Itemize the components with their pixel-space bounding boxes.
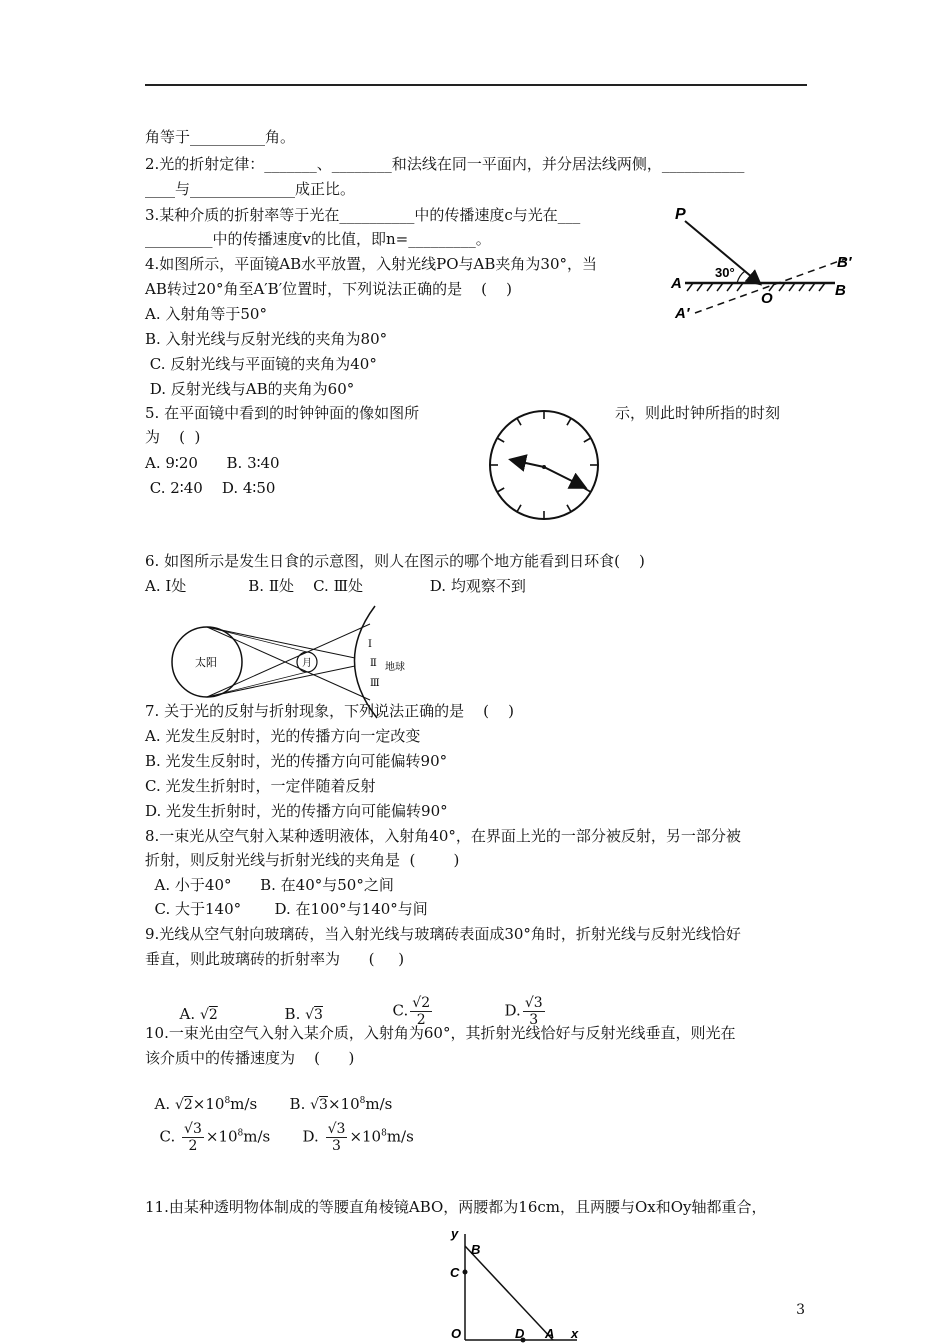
mirror-figure	[665, 205, 855, 325]
clock-figure	[484, 405, 604, 525]
q7-option-b: B. 光发生反射时，光的传播方向可能偏转90°	[145, 752, 448, 770]
q9-option-c: C. $\frac{√2}{2}$	[392, 995, 431, 1028]
clock-tick	[497, 438, 504, 442]
q7-line1: 7. 关于光的反射与折射现象，下列说法正确的是 ( )	[145, 702, 514, 720]
q8-line1: 8.一束光从空气射入某种透明液体，入射角40°，在界面上光的一部分被反射，另一部分被	[145, 827, 741, 845]
q5-line2: 为 ( )	[145, 428, 201, 446]
clock-tick	[584, 438, 591, 442]
q6-line1: 6. 如图所示是发生日食的示意图，则人在图示的哪个地方能看到日环食( )	[145, 552, 645, 570]
q10-option-a: A. $√2\times 10^8m/s$	[154, 1095, 258, 1113]
moon-label: 月	[302, 658, 312, 669]
q8-options-cd: C. 大于140° D. 在100°与140°与间	[145, 900, 428, 918]
q10-option-c: C. $\frac{√3}{2}$ $\times 10^8m/s$	[159, 1121, 271, 1154]
q9-line1: 9.光线从空气射向玻璃砖，当入射光线与玻璃砖表面成30°角时，折射光线与反射光线恰好	[145, 925, 741, 943]
q5-options-cd: C. 2∶40 D. 4∶50	[145, 479, 276, 497]
q8-line2: 折射，则反射光线与折射光线的夹角是 ( )	[145, 851, 460, 869]
q10-option-d: D. $\frac{√3}{3}$ $\times 10^8m/s$	[302, 1121, 414, 1154]
point-d-label: D	[515, 1326, 525, 1341]
q10-line2: 该介质中的传播速度为 ( )	[145, 1049, 355, 1067]
prism-figure	[445, 1228, 585, 1344]
q2-line2: ____与______________成正比。	[145, 180, 356, 198]
q11-line1: 11.由某种透明物体制成的等腰直角棱镜ABO，两腰都为16cm，且两腰与Ox和Oy轴都重合，	[145, 1198, 767, 1216]
q10-option-b: B. $√3\times 10^8m/s$	[289, 1095, 393, 1113]
clock-tick	[584, 488, 591, 492]
point-a-label: A	[545, 1326, 555, 1341]
earth-label: 地球	[385, 662, 405, 673]
clock-tick	[567, 505, 571, 512]
q7-option-a: A. 光发生反射时，光的传播方向一定改变	[145, 727, 421, 745]
q7-option-d: D. 光发生折射时，光的传播方向可能偏转90°	[145, 802, 448, 820]
point-b-label: B	[471, 1242, 481, 1257]
q5-line1b: 示，则此时钟所指的时刻	[615, 404, 781, 422]
q5-line1a: 5. 在平面镜中看到的时钟钟面的像如图所	[145, 404, 420, 422]
q6-options: A. Ⅰ处 B. Ⅱ处 C. Ⅲ处 D. 均观察不到	[145, 577, 526, 595]
origin-label: O	[451, 1326, 462, 1341]
q9-option-b: B. √3	[284, 1005, 323, 1023]
clock-tick	[517, 505, 521, 512]
region-iii-label: Ⅲ	[370, 678, 380, 689]
fig-label-o: O	[761, 290, 773, 307]
q10-line1: 10.一束光由空气入射入某介质，入射角为60°，其折射光线恰好与反射光线垂直，则光在	[145, 1024, 736, 1042]
fig-label-a-prime: A′	[675, 305, 690, 322]
q9-option-d: D. $\frac{√3}{3}$	[504, 995, 543, 1028]
q1-tail: 角等于__________角。	[145, 128, 296, 146]
eclipse-figure	[165, 600, 435, 720]
axis-x-label: x	[571, 1326, 579, 1341]
header-rule	[145, 84, 807, 86]
q9-option-a: A. √2	[179, 1005, 218, 1023]
page-number: 3	[796, 1302, 805, 1318]
q4-line2: AB转过20°角至A′B′位置时，下列说法正确的是 ( )	[145, 280, 512, 298]
q7-option-c: C. 光发生折射时，一定伴随着反射	[145, 777, 376, 795]
q4-line1: 4.如图所示，平面镜AB水平放置，入射光线PO与AB夹角为30°，当	[145, 255, 598, 273]
fig-label-b: B	[835, 282, 846, 299]
q9-line2: 垂直，则此玻璃砖的折射率为 ( )	[145, 950, 405, 968]
fig-label-a: A	[671, 275, 682, 292]
q5-options-ab: A. 9∶20 B. 3∶40	[145, 454, 280, 472]
q4-option-a: A. 入射角等于50°	[145, 305, 267, 323]
q4-option-c: C. 反射光线与平面镜的夹角为40°	[145, 355, 377, 373]
fig-label-b-prime: B′	[837, 254, 852, 271]
q4-option-b: B. 入射光线与反射光线的夹角为80°	[145, 330, 388, 348]
region-ii-label: Ⅱ	[370, 658, 377, 669]
axis-y-label: y	[451, 1228, 459, 1241]
q8-options-ab: A. 小于40° B. 在40°与50°之间	[145, 876, 394, 894]
q3-line2: _________中的传播速度v的比值，即n=_________。	[145, 230, 491, 248]
q4-option-d: D. 反射光线与AB的夹角为60°	[145, 380, 355, 398]
sun-label: 太阳	[195, 656, 217, 669]
fig-label-p: P	[675, 206, 686, 223]
clock-tick	[497, 488, 504, 492]
region-i-label: Ⅰ	[368, 639, 372, 650]
fig-label-angle: 30°	[715, 265, 735, 280]
clock-tick	[517, 418, 521, 425]
clock-tick	[567, 418, 571, 425]
q2-line1: 2.光的折射定律：_______、________和法线在同一平面内，并分居法线两侧，___________	[145, 155, 745, 173]
point-c-label: C	[450, 1265, 460, 1280]
q3-line1: 3.某种介质的折射率等于光在__________中的传播速度c与光在___	[145, 206, 581, 224]
